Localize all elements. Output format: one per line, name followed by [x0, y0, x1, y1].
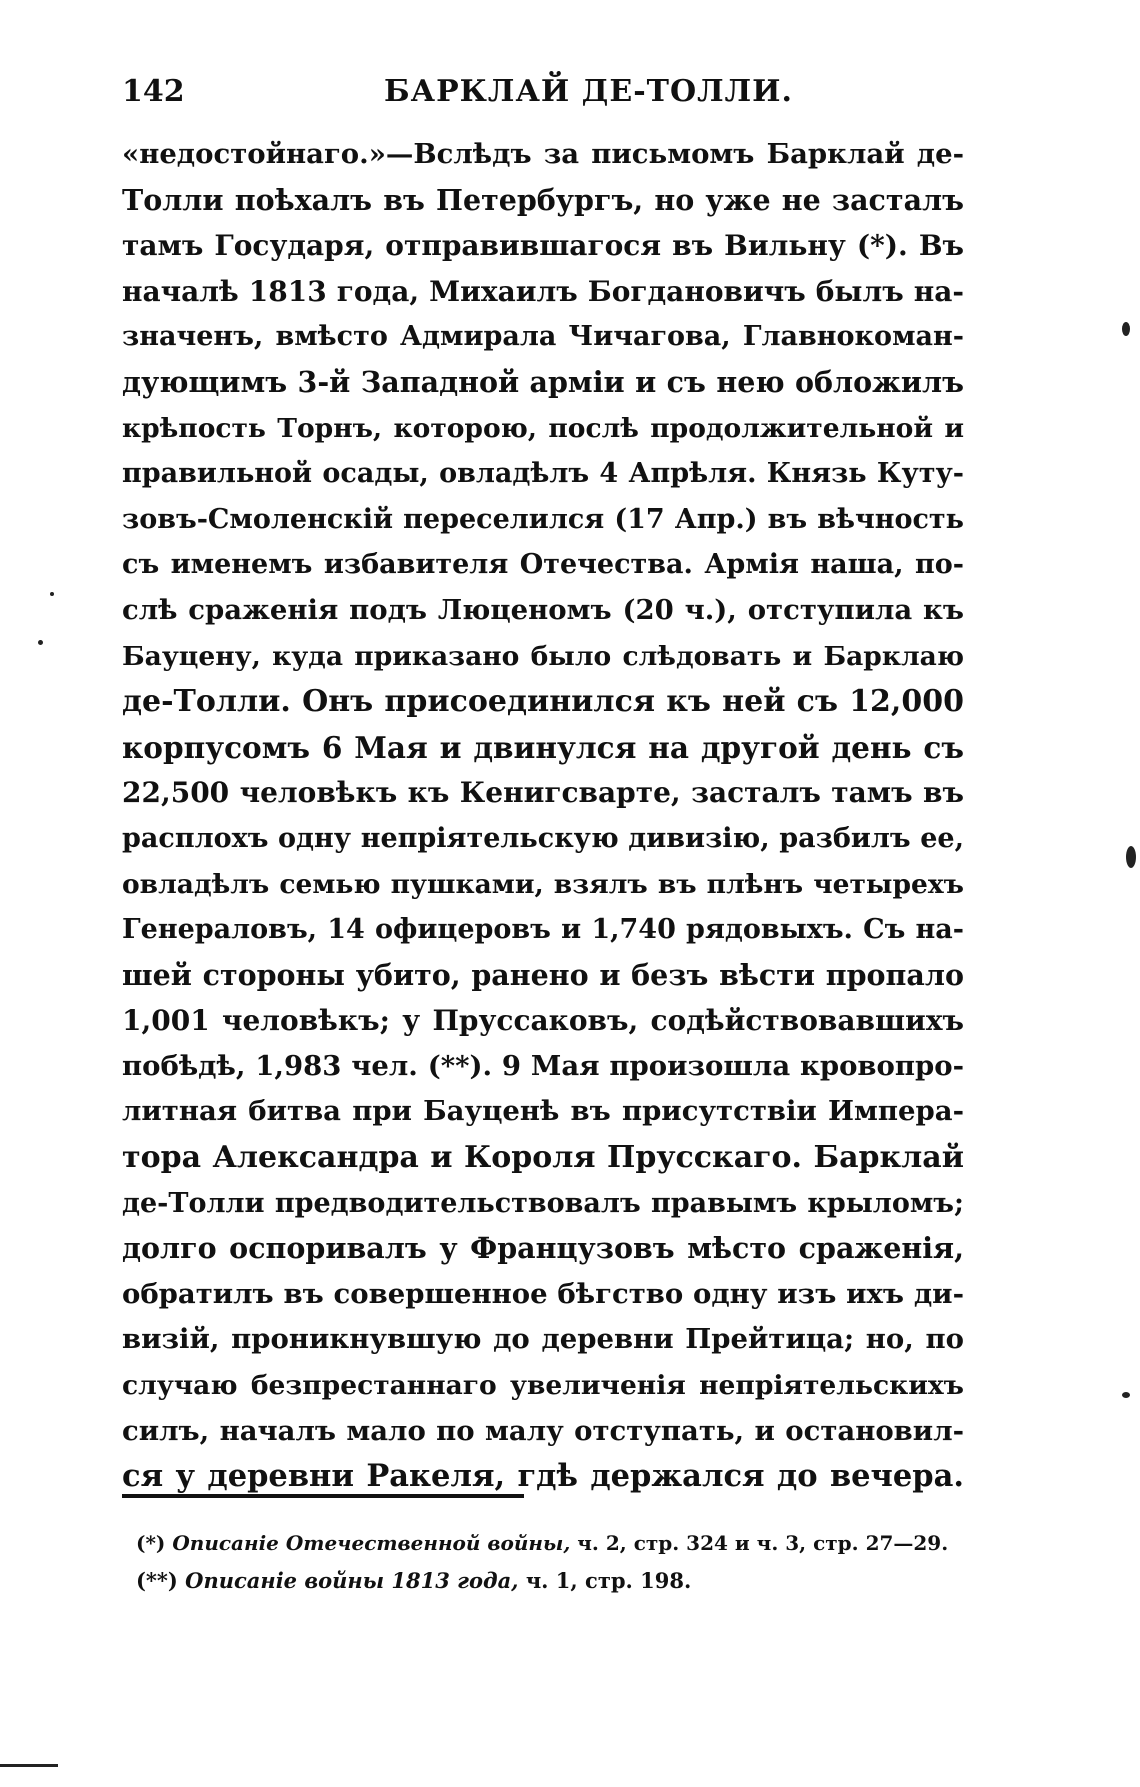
body-text: [122, 132, 964, 1500]
footnote-mark: (**): [136, 1568, 178, 1593]
text-line: 1,001 человѣкъ; у Пруссаковъ, содѣйствовавшихъ: [122, 1004, 964, 1038]
text-line: визій, проникнувшую до деревни Прейтица; но, по: [122, 1323, 964, 1356]
text-line: слѣ сраженія подъ Люценомъ (20 ч.), отступила къ: [122, 593, 964, 626]
text-line: побѣдѣ, 1,983 чел. (**). 9 Мая произошла кровопро-: [122, 1049, 964, 1082]
footnotes: [136, 1524, 966, 1600]
scan-speck: [1122, 1392, 1130, 1398]
running-title: БАРКЛАЙ ДЕ-ТОЛЛИ.: [384, 74, 793, 109]
text-line: «недостойнаго.»—Вслѣдъ за письмомъ Барклай де-: [122, 138, 964, 170]
scan-speck: [1126, 846, 1136, 868]
footnote-reference: ч. 1, стр. 198.: [525, 1568, 692, 1593]
text-line: 22,500 человѣкъ къ Кенигсварте, засталъ тамъ въ: [122, 776, 964, 810]
text-line: крѣпость Торнъ, которою, послѣ продолжительной и: [122, 412, 964, 444]
text-line: Генераловъ, 14 офицеровъ и 1,740 рядовыхъ. Съ на-: [122, 914, 964, 946]
page-number: 142: [122, 74, 185, 109]
page-header: [122, 74, 962, 114]
text-line: Толли поѣхалъ въ Петербургъ, но уже не засталъ: [122, 182, 964, 217]
text-line: овладѣлъ семью пушками, взялъ въ плѣнъ четырехъ: [122, 868, 964, 900]
text-line: тора Александра и Короля Прусскаго. Барклай: [122, 1140, 964, 1176]
footnote-mark: (*): [136, 1531, 166, 1555]
footnote-source: Описаніе войны 1813 года,: [185, 1568, 519, 1593]
text-line: де-Толли. Онъ присоединился къ ней съ 12,000: [122, 684, 964, 720]
text-line: корпусомъ 6 Мая и двинулся на другой день съ: [122, 729, 964, 765]
footnote: [136, 1524, 966, 1562]
text-line: де-Толли предводительствовалъ правымъ крыломъ;: [122, 1187, 964, 1219]
text-line: расплохъ одну непріятельскую дивизію, разбилъ ее,: [122, 822, 964, 854]
text-line: силъ, началъ мало по малу отступать, и остановил-: [122, 1414, 964, 1447]
footnote-rule: [122, 1494, 524, 1498]
text-line: литная битва при Бауценѣ въ присутствіи Импера-: [122, 1095, 964, 1128]
text-line: съ именемъ избавителя Отечества. Армія наша, по-: [122, 549, 964, 581]
footnote-source: Описаніе Отечественной войны,: [172, 1531, 571, 1555]
footnote: [136, 1562, 966, 1600]
text-line: значенъ, вмѣсто Адмирала Чичагова, Главнокоман-: [122, 321, 964, 353]
text-line: случаю безпрестаннаго увеличенія непріятельскихъ: [122, 1370, 964, 1402]
text-line: долго оспоривалъ у Французовъ мѣсто сраженія,: [122, 1231, 964, 1266]
scan-speck: [1122, 322, 1130, 336]
text-line: правильной осады, овладѣлъ 4 Апрѣля. Князь Куту-: [122, 458, 964, 490]
scan-speck: [50, 592, 54, 596]
text-line: шей стороны убито, ранено и безъ вѣсти пропало: [122, 957, 964, 992]
scan-speck: [0, 1764, 58, 1767]
text-line: Бауцену, куда приказано было слѣдовать и Барклаю: [122, 640, 964, 672]
text-line: началѣ 1813 года, Михаилъ Богдановичъ былъ на-: [122, 274, 964, 308]
text-line: ся у деревни Ракеля, гдѣ держался до вечера.: [122, 1458, 964, 1495]
scan-speck: [38, 640, 43, 645]
text-line: тамъ Государя, отправившагося въ Вильну (*). Въ: [122, 229, 964, 263]
text-line: дующимъ 3-й Западной арміи и съ нею обложилъ: [122, 364, 964, 399]
text-line: зовъ-Смоленскій переселился (17 Апр.) въ вѣчность: [122, 503, 964, 535]
footnote-reference: ч. 2, стр. 324 и ч. 3, стр. 27—29.: [577, 1531, 949, 1555]
text-line: обратилъ въ совершенное бѣгство одну изъ ихъ ди-: [122, 1277, 964, 1310]
